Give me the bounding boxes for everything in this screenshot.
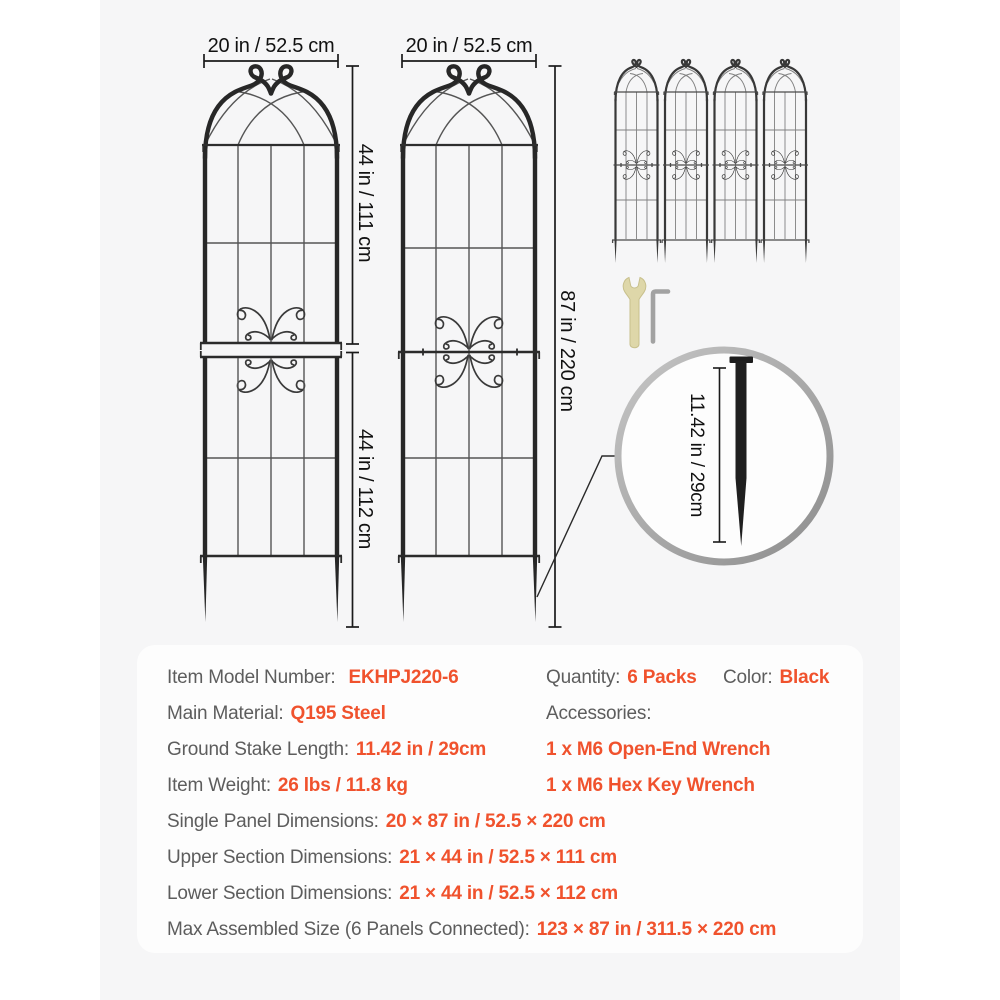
spec-label: Main Material: bbox=[167, 703, 284, 724]
assembled-trellis bbox=[398, 66, 540, 622]
spec-value: Black bbox=[779, 667, 830, 688]
hex-key-icon bbox=[653, 292, 668, 342]
four-panel-set bbox=[612, 60, 810, 263]
spec-value: EKHPJ220-6 bbox=[348, 667, 459, 688]
spec-value: 6 Packs bbox=[627, 667, 697, 688]
spec-label: Item Model Number: bbox=[167, 667, 336, 688]
spec-value: 21 × 44 in / 52.5 × 112 cm bbox=[399, 883, 618, 904]
spec-label: Lower Section Dimensions: bbox=[167, 883, 393, 904]
left-trellis-upper-section bbox=[200, 66, 342, 350]
dimension-label-stake-length: 11.42 in / 29cm bbox=[686, 392, 707, 518]
spec-label: Single Panel Dimensions: bbox=[167, 811, 379, 832]
spec-label: Upper Section Dimensions: bbox=[167, 847, 393, 868]
spec-row-accessory-2 bbox=[546, 768, 770, 804]
dimension-label-total-height: 87 in / 220 cm bbox=[556, 290, 578, 412]
spec-label: Ground Stake Length: bbox=[167, 739, 349, 760]
diagram-canvas bbox=[100, 0, 900, 1000]
dimension-label-left-width: 20 in / 52.5 cm bbox=[207, 35, 335, 57]
ground-stake-right bbox=[533, 556, 537, 622]
dimension-label-right-width: 20 in / 52.5 cm bbox=[405, 35, 533, 57]
spec-row-accessories bbox=[546, 696, 770, 732]
spec-row-upper-section bbox=[167, 840, 776, 876]
spec-label: Accessories: bbox=[546, 703, 652, 724]
spec-value: 11.42 in / 29cm bbox=[355, 739, 487, 760]
open-end-wrench-icon bbox=[623, 278, 646, 348]
dimension-label-lower-height: 44 in / 112 cm bbox=[354, 429, 376, 549]
spec-row-max-assembled bbox=[167, 912, 776, 948]
spec-value: 1 x M6 Open-End Wrench bbox=[546, 739, 771, 760]
spec-value: 26 lbs / 11.8 kg bbox=[277, 775, 408, 796]
ground-stake-right bbox=[335, 556, 339, 622]
spec-value: Q195 Steel bbox=[290, 703, 386, 724]
magnified-circle bbox=[618, 350, 830, 562]
dimension-label-upper-height: 44 in / 111 cm bbox=[354, 143, 376, 263]
ground-stake-left bbox=[203, 556, 207, 622]
spec-label: Quantity: bbox=[546, 667, 621, 688]
spec-row-color bbox=[723, 660, 829, 696]
spec-label: Max Assembled Size (6 Panels Connected): bbox=[167, 919, 530, 940]
left-trellis bbox=[200, 66, 342, 622]
spec-row-lower-section bbox=[167, 876, 776, 912]
spec-value: 20 × 87 in / 52.5 × 220 cm bbox=[385, 811, 606, 832]
left-trellis-lower-section bbox=[200, 351, 342, 622]
ground-stake-left bbox=[401, 556, 405, 622]
spec-panel bbox=[137, 645, 863, 953]
spec-value: 1 x M6 Hex Key Wrench bbox=[546, 775, 755, 796]
spec-row-single-panel bbox=[167, 804, 776, 840]
spec-label: Color: bbox=[723, 667, 773, 688]
dimension-lines bbox=[204, 54, 562, 627]
callout-line bbox=[537, 456, 618, 597]
spec-color-pair bbox=[723, 660, 829, 696]
spec-value: 123 × 87 in / 311.5 × 220 cm bbox=[536, 919, 777, 940]
spec-row-accessory-1 bbox=[546, 732, 770, 768]
spec-label: Item Weight: bbox=[167, 775, 271, 796]
spec-value: 21 × 44 in / 52.5 × 111 cm bbox=[399, 847, 617, 868]
